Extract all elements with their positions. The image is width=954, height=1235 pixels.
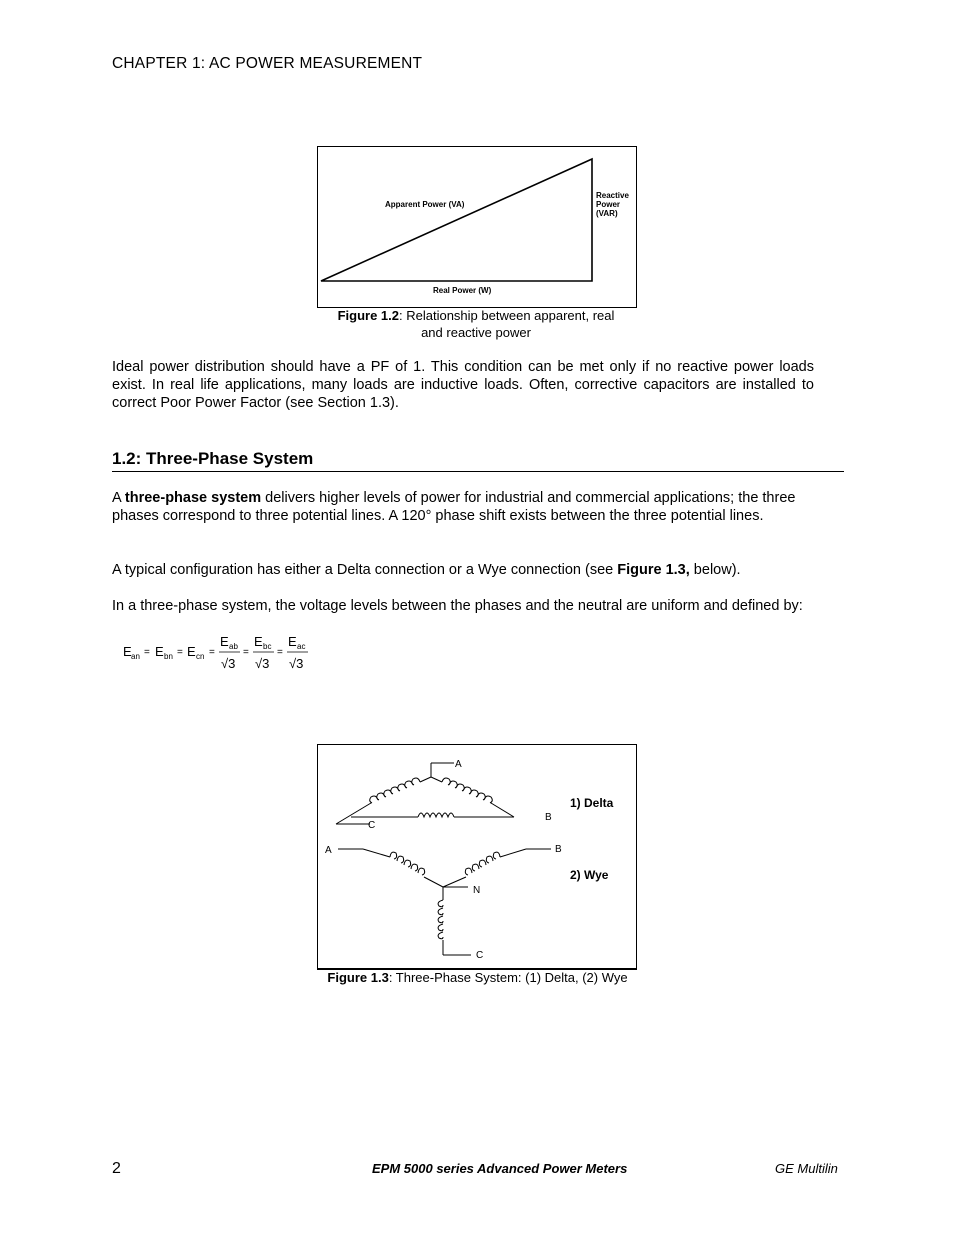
apparent-power-label: Apparent Power (VA) (385, 200, 465, 209)
formula-eq-1: = (144, 647, 150, 658)
wye-label-c: C (476, 950, 484, 961)
power-triangle-diagram (318, 147, 636, 307)
figure-three-phase (317, 744, 637, 970)
voltage-formula (120, 632, 320, 679)
wye-label-b: B (555, 844, 562, 855)
formula-eq-4: = (243, 647, 249, 658)
chapter-header: CHAPTER 1: AC POWER MEASUREMENT (112, 55, 423, 72)
footer-brand: GE Multilin (775, 1161, 838, 1176)
formula-sub-an: an (131, 652, 140, 661)
delta-label-c: C (368, 820, 376, 831)
figure-1-2-caption-line1: : Relationship between apparent, real (399, 308, 615, 323)
three-phase-diagram (318, 745, 636, 968)
config-bold: Figure 1.3, (617, 562, 690, 578)
config-suffix: below). (689, 562, 741, 578)
configuration-paragraph (112, 561, 814, 579)
formula-e-ab: E (220, 634, 229, 649)
reactive-power-label-1: Reactive (596, 191, 629, 200)
figure-1-2-caption-line2: and reactive power (421, 325, 531, 340)
delta-label-a: A (455, 759, 462, 770)
real-power-label: Real Power (W) (433, 286, 492, 295)
formula-sqrt3-3: √3 (289, 656, 304, 671)
figure-1-2-caption-bold: Figure 1.2 (337, 308, 400, 323)
formula-sub-cn: cn (196, 652, 205, 661)
three-phase-rest: delivers higher levels of power for industrial and commercial applications; the three phases correspond to three potential lines. A 120° phase shift exists between the three potential lines. (112, 490, 796, 524)
wye-label-a: A (325, 845, 332, 856)
figure-1-3-caption-bold: Figure 1.3 (327, 970, 389, 985)
delta-title: 1) Delta (570, 796, 614, 810)
formula-eq-5: = (277, 647, 283, 658)
formula-eq-2: = (177, 647, 183, 658)
formula-eq-3: = (209, 647, 215, 658)
formula-e-bn: E (155, 644, 164, 659)
footer-document-title: EPM 5000 series Advanced Power Meters (372, 1161, 628, 1176)
section-title: 1.2: Three-Phase System (112, 449, 314, 468)
figure-1-3-caption-rest: : Three-Phase System: (1) Delta, (2) Wye (388, 970, 628, 985)
delta-label-b: B (545, 812, 552, 823)
power-factor-paragraph: Ideal power distribution should have a PF of 1. This condition can be met only if no reactive power loads exist. In real life applications, many loads are inductive loads. Often, corrective capacitors are installed to correct Poor Power Factor (see Section 1.3). (112, 359, 814, 411)
formula-e-cn: E (187, 644, 196, 659)
formula-e-an: E (123, 644, 132, 659)
three-phase-prefix: A (112, 490, 125, 506)
figure-1-2-caption (317, 307, 635, 341)
formula-sub-bn: bn (164, 652, 173, 661)
formula-sqrt3-2: √3 (255, 656, 270, 671)
three-phase-bold: three-phase system (124, 490, 262, 506)
formula-sub-ac: ac (297, 642, 306, 651)
voltage-paragraph: In a three-phase system, the voltage levels between the phases and the neutral are uniform and defined by: (112, 598, 803, 614)
three-phase-paragraph (112, 489, 814, 525)
formula-e-bc: E (254, 634, 263, 649)
formula-sub-bc: bc (263, 642, 272, 651)
reactive-power-label-3: (VAR) (596, 209, 618, 218)
formula-e-ac: E (288, 634, 297, 649)
page-number: 2 (112, 1160, 121, 1177)
formula-sub-ab: ab (229, 642, 238, 651)
wye-label-n: N (473, 885, 481, 896)
figure-1-3-caption (290, 969, 665, 986)
figure-power-triangle (317, 146, 637, 308)
config-prefix: A typical configuration has either a Delta connection or a Wye connection (see (112, 562, 618, 578)
wye-title: 2) Wye (570, 868, 609, 882)
voltage-formula-svg (120, 632, 320, 674)
section-divider (112, 471, 844, 472)
reactive-power-label-2: Power (596, 200, 621, 209)
formula-sqrt3-1: √3 (221, 656, 236, 671)
